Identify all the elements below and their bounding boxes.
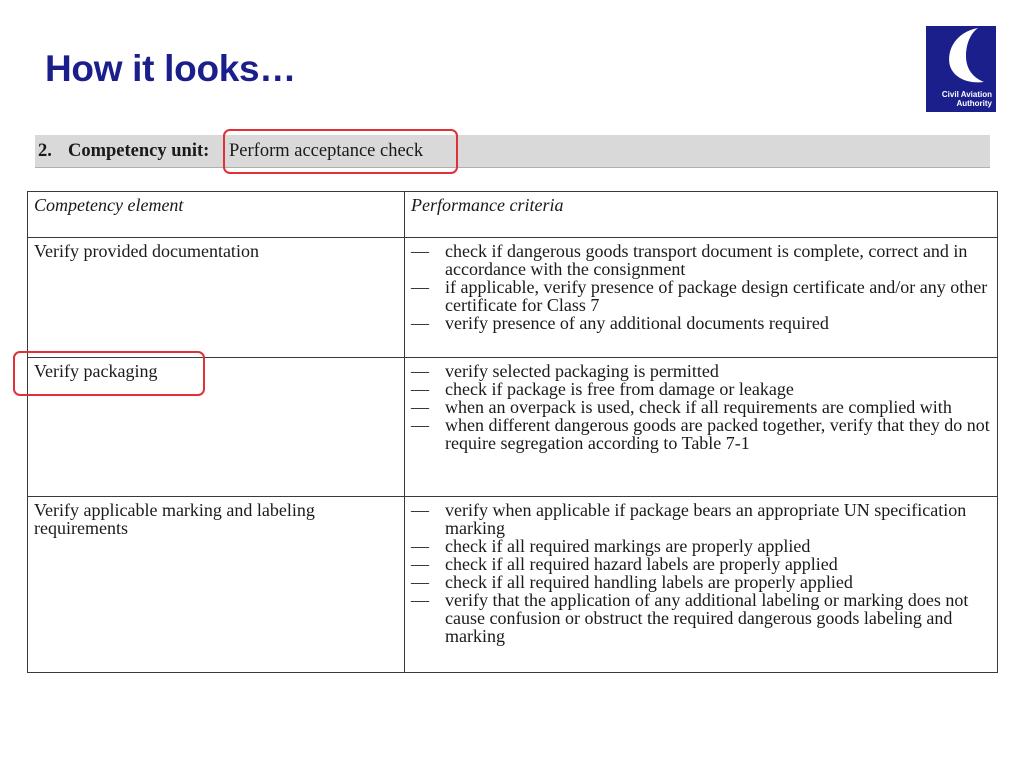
slide-title: How it looks… bbox=[45, 48, 296, 89]
criteria-item: — when an overpack is used, check if all requirements are complied with bbox=[411, 397, 952, 417]
criteria-item: — when different dangerous goods are packed together, verify that they do not require segregation according to Table 7-1 bbox=[411, 415, 990, 453]
competency-element-cell: Verify packaging bbox=[28, 358, 405, 497]
criteria-item: — verify that the application of any additional labeling or marking does not cause confusion or obstruct the required dangerous goods labeling and marking bbox=[411, 590, 969, 646]
caa-crescent-icon bbox=[926, 26, 996, 86]
performance-criteria-cell bbox=[405, 238, 998, 358]
highlight-verify-packaging bbox=[13, 351, 205, 396]
performance-criteria-cell bbox=[405, 497, 998, 673]
header-competency-element: Competency element bbox=[28, 192, 405, 238]
criteria-item: — check if dangerous goods transport document is complete, correct and in accordance with the consignment bbox=[411, 241, 968, 279]
table-row bbox=[28, 497, 998, 673]
competency-element-cell: Verify applicable marking and labeling requirements bbox=[28, 497, 405, 673]
criteria-item: — verify presence of any additional documents required bbox=[411, 313, 829, 333]
logo-text bbox=[926, 90, 992, 108]
table-header-row bbox=[28, 192, 998, 238]
performance-criteria-cell bbox=[405, 358, 998, 497]
criteria-item: — check if all required markings are properly applied bbox=[411, 536, 811, 556]
criteria-item: — verify when applicable if package bears an appropriate UN specification marking bbox=[411, 500, 967, 538]
header-performance-criteria: Performance criteria bbox=[405, 192, 998, 238]
competency-table bbox=[27, 191, 998, 673]
criteria-item: — if applicable, verify presence of package design certificate and/or any other certificate for Class 7 bbox=[411, 277, 988, 315]
competency-unit-bar bbox=[35, 135, 990, 168]
criteria-item: — check if all required handling labels are properly applied bbox=[411, 572, 853, 592]
criteria-item: — check if package is free from damage or leakage bbox=[411, 379, 794, 399]
criteria-item: — check if all required hazard labels are properly applied bbox=[411, 554, 838, 574]
criteria-item: — verify selected packaging is permitted bbox=[411, 361, 719, 381]
logo-line1: Civil Aviation bbox=[941, 90, 992, 99]
highlight-unit-value bbox=[223, 129, 458, 174]
unit-number: 2. bbox=[38, 141, 52, 161]
unit-value: Perform acceptance check bbox=[229, 141, 424, 161]
competency-element-cell: Verify provided documentation bbox=[28, 238, 405, 358]
logo-line2: Authority bbox=[956, 99, 992, 108]
caa-logo bbox=[926, 26, 996, 112]
unit-label: Competency unit: bbox=[68, 141, 210, 161]
table-row bbox=[28, 238, 998, 358]
